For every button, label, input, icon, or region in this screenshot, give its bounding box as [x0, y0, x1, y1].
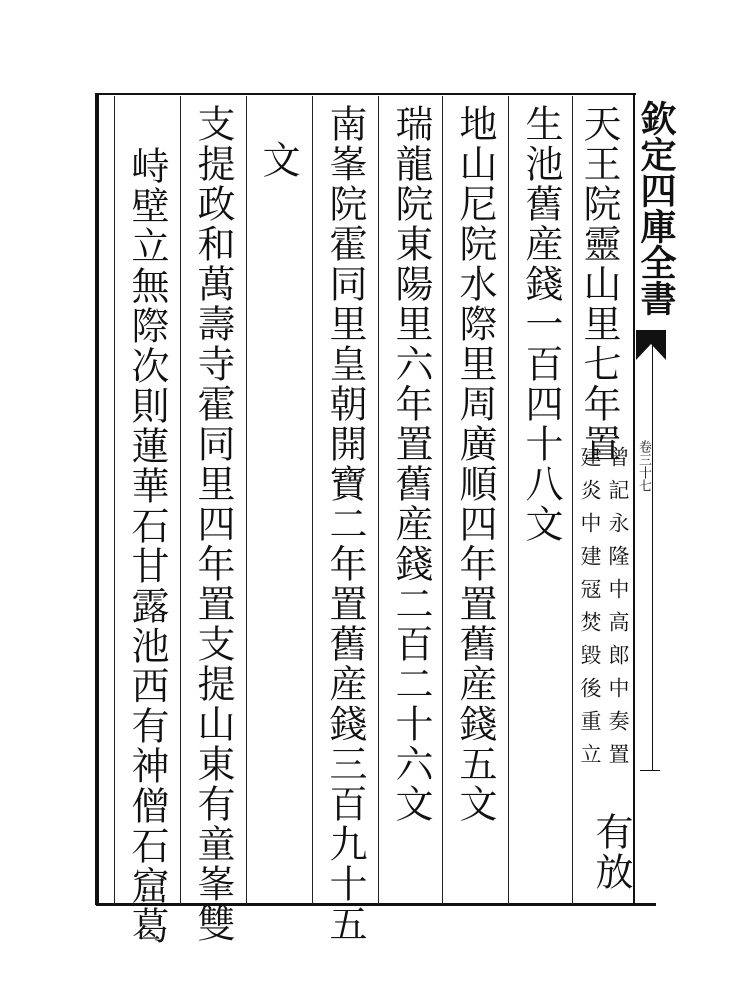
- text-column: 支提政和萬壽寺霍同里四年置支提山東有童峯雙: [191, 104, 235, 944]
- text-column: 有放: [589, 812, 633, 892]
- column-rule: [378, 96, 379, 904]
- spine-title: 欽定四庫全書: [635, 100, 677, 316]
- column-rule: [246, 96, 247, 904]
- column-rule: [572, 96, 573, 904]
- annotation-column: 曾記永隆中高郎中奏置: [606, 446, 630, 776]
- fish-tail-mark: [636, 330, 666, 360]
- column-rule: [180, 96, 181, 904]
- spine-inner-rule: [652, 330, 653, 770]
- frame-top-border: [96, 93, 636, 95]
- column-rule: [442, 96, 443, 904]
- spine-volume: 卷三十七: [636, 440, 651, 492]
- text-column: 峙壁立無際次則蓮華石甘露池西有神僧石窟葛: [125, 146, 169, 946]
- text-column: 文: [256, 140, 300, 180]
- text-column: 瑞龍院東陽里六年置舊産錢二百二十六文: [389, 104, 433, 824]
- frame-left-border: [95, 93, 99, 905]
- spine-mark: [640, 770, 660, 771]
- column-rule: [508, 96, 509, 904]
- text-column: 生池舊産錢一百四十八文: [519, 104, 563, 544]
- column-rule: [114, 96, 115, 904]
- text-column: 天王院靈山里七年置: [577, 104, 621, 464]
- annotation-column: 建炎中建冦焚毀後重立: [578, 446, 602, 776]
- text-column: 地山尼院水際里周廣順四年置舊産錢五文: [453, 104, 497, 824]
- column-rule: [312, 96, 313, 904]
- text-column: 南峯院霍同里皇朝開寶二年置舊産錢三百九十五: [323, 104, 367, 944]
